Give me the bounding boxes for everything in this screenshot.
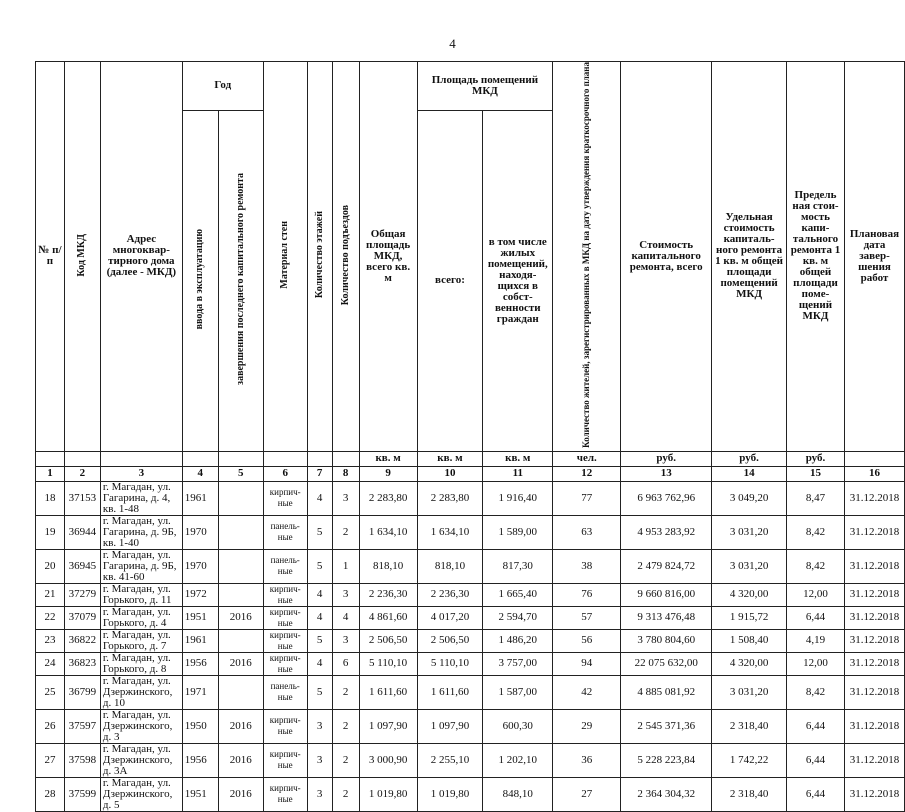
column-number: 9 <box>359 466 417 481</box>
total-area-cell: 818,10 <box>359 549 417 583</box>
floors-cell: 5 <box>307 675 332 709</box>
area-all-cell: 2 283,80 <box>417 481 483 515</box>
year-last-repair-cell: 2016 <box>218 709 263 743</box>
year-commission-cell: 1951 <box>182 606 218 629</box>
planned-date-cell: 31.12.2018 <box>844 606 904 629</box>
floors-cell: 5 <box>307 515 332 549</box>
wall-material-cell: панель-ные <box>263 675 307 709</box>
area-all-cell: 818,10 <box>417 549 483 583</box>
entrances-cell: 3 <box>332 583 359 606</box>
house-code: 37279 <box>64 583 100 606</box>
column-number: 1 <box>36 466 65 481</box>
header-address: Адрес многоквар-тирного дома (далее - МКД) <box>100 62 182 452</box>
residents-cell: 94 <box>553 652 621 675</box>
header-cost: Стоимость капитального ремонта, всего <box>621 62 712 452</box>
residents-cell: 57 <box>553 606 621 629</box>
house-code: 36823 <box>64 652 100 675</box>
wall-material-cell: кирпич-ные <box>263 629 307 652</box>
header-year-last-repair: завершения последнего капитального ремонта <box>218 110 263 451</box>
house-code: 37599 <box>64 777 100 811</box>
house-code: 37079 <box>64 606 100 629</box>
page-number: 4 <box>449 36 456 51</box>
planned-date-cell: 31.12.2018 <box>844 743 904 777</box>
address-cell: г. Магадан, ул. Гагарина, д. 9Б, кв. 41-60 <box>100 549 182 583</box>
header-entrances: Количество подъездов <box>332 62 359 452</box>
header-area-group: Площадь помещений МКД <box>417 62 553 111</box>
entrances-cell: 1 <box>332 549 359 583</box>
planned-date-cell: 31.12.2018 <box>844 709 904 743</box>
total-area-cell: 4 861,60 <box>359 606 417 629</box>
planned-date-cell: 31.12.2018 <box>844 481 904 515</box>
cost-cell: 5 228 223,84 <box>621 743 712 777</box>
row-number: 22 <box>36 606 65 629</box>
entrances-cell: 2 <box>332 777 359 811</box>
year-last-repair-cell <box>218 629 263 652</box>
area-all-cell: 1 634,10 <box>417 515 483 549</box>
year-commission-cell: 1972 <box>182 583 218 606</box>
header-residents: Количество жителей, зарегистрированных в МКД на дату утверждения краткосрочного плана <box>553 62 621 452</box>
total-area-cell: 3 000,90 <box>359 743 417 777</box>
address-cell: г. Магадан, ул. Горького, д. 4 <box>100 606 182 629</box>
table-row <box>36 675 905 709</box>
column-number: 3 <box>100 466 182 481</box>
area-all-cell: 2 506,50 <box>417 629 483 652</box>
unit-cell: чел. <box>553 451 621 466</box>
unit-cost-cell: 4 320,00 <box>712 652 787 675</box>
area-all-cell: 4 017,20 <box>417 606 483 629</box>
entrances-cell: 3 <box>332 629 359 652</box>
column-number: 13 <box>621 466 712 481</box>
entrances-cell: 2 <box>332 515 359 549</box>
residents-cell: 63 <box>553 515 621 549</box>
residents-cell: 27 <box>553 777 621 811</box>
max-cost-cell: 8,42 <box>787 515 845 549</box>
wall-material-cell: кирпич-ные <box>263 743 307 777</box>
year-last-repair-cell <box>218 583 263 606</box>
address-cell: г. Магадан, ул. Дзержинского, д. 3А <box>100 743 182 777</box>
area-all-cell: 1 611,60 <box>417 675 483 709</box>
floors-cell: 4 <box>307 481 332 515</box>
wall-material-cell: кирпич-ные <box>263 777 307 811</box>
house-code: 36944 <box>64 515 100 549</box>
residents-cell: 77 <box>553 481 621 515</box>
row-number: 26 <box>36 709 65 743</box>
max-cost-cell: 12,00 <box>787 652 845 675</box>
max-cost-cell: 8,42 <box>787 675 845 709</box>
cost-cell: 22 075 632,00 <box>621 652 712 675</box>
total-area-cell: 1 019,80 <box>359 777 417 811</box>
wall-material-cell: кирпич-ные <box>263 709 307 743</box>
cost-cell: 3 780 804,60 <box>621 629 712 652</box>
unit-cost-cell: 3 031,20 <box>712 549 787 583</box>
planned-date-cell: 31.12.2018 <box>844 515 904 549</box>
year-commission-cell: 1961 <box>182 629 218 652</box>
column-numbers-row <box>36 466 905 481</box>
row-number: 20 <box>36 549 65 583</box>
unit-cell: кв. м <box>417 451 483 466</box>
cost-cell: 2 479 824,72 <box>621 549 712 583</box>
table-row <box>36 606 905 629</box>
residents-cell: 76 <box>553 583 621 606</box>
table-row <box>36 515 905 549</box>
column-number: 5 <box>218 466 263 481</box>
total-area-cell: 2 506,50 <box>359 629 417 652</box>
area-residential-cell: 1 589,00 <box>483 515 553 549</box>
table-row <box>36 583 905 606</box>
year-commission-cell: 1970 <box>182 549 218 583</box>
header-year-group: Год <box>182 62 263 111</box>
header-area-residential: в том числе жилых помещений, находя-щихся в собст-венности граждан <box>483 110 553 451</box>
year-last-repair-cell <box>218 481 263 515</box>
area-residential-cell: 2 594,70 <box>483 606 553 629</box>
area-all-cell: 1 019,80 <box>417 777 483 811</box>
planned-date-cell: 31.12.2018 <box>844 629 904 652</box>
wall-material-cell: кирпич-ные <box>263 606 307 629</box>
address-cell: г. Магадан, ул. Дзержинского, д. 3 <box>100 709 182 743</box>
header-code: Код МКД <box>64 62 100 452</box>
entrances-cell: 2 <box>332 675 359 709</box>
residents-cell: 42 <box>553 675 621 709</box>
area-residential-cell: 1 486,20 <box>483 629 553 652</box>
table-row <box>36 629 905 652</box>
table-row <box>36 652 905 675</box>
area-residential-cell: 1 665,40 <box>483 583 553 606</box>
repair-plan-table <box>35 61 905 812</box>
header-total-area: Общая площадь МКД, всего кв. м <box>359 62 417 452</box>
column-number: 8 <box>332 466 359 481</box>
unit-cell: кв. м <box>359 451 417 466</box>
column-number: 10 <box>417 466 483 481</box>
area-residential-cell: 817,30 <box>483 549 553 583</box>
floors-cell: 4 <box>307 652 332 675</box>
cost-cell: 6 963 762,96 <box>621 481 712 515</box>
header-wall-material: Материал стен <box>263 62 307 452</box>
total-area-cell: 2 283,80 <box>359 481 417 515</box>
max-cost-cell: 12,00 <box>787 583 845 606</box>
floors-cell: 3 <box>307 709 332 743</box>
area-residential-cell: 3 757,00 <box>483 652 553 675</box>
year-last-repair-cell <box>218 549 263 583</box>
wall-material-cell: панель-ные <box>263 549 307 583</box>
planned-date-cell: 31.12.2018 <box>844 583 904 606</box>
floors-cell: 5 <box>307 549 332 583</box>
header-unit-cost: Удельная стоимость капиталь-ного ремонта 1 кв. м общей площади помещений МКД <box>712 62 787 452</box>
max-cost-cell: 6,44 <box>787 777 845 811</box>
house-code: 36945 <box>64 549 100 583</box>
year-commission-cell: 1961 <box>182 481 218 515</box>
house-code: 37598 <box>64 743 100 777</box>
year-commission-cell: 1970 <box>182 515 218 549</box>
address-cell: г. Магадан, ул. Дзержинского, д. 10 <box>100 675 182 709</box>
unit-cell: руб. <box>712 451 787 466</box>
unit-cell: руб. <box>621 451 712 466</box>
year-last-repair-cell <box>218 515 263 549</box>
row-number: 25 <box>36 675 65 709</box>
cost-cell: 9 660 816,00 <box>621 583 712 606</box>
cost-cell: 9 313 476,48 <box>621 606 712 629</box>
year-last-repair-cell: 2016 <box>218 606 263 629</box>
unit-cost-cell: 1 742,22 <box>712 743 787 777</box>
header-floors: Количество этажей <box>307 62 332 452</box>
residents-cell: 38 <box>553 549 621 583</box>
year-last-repair-cell <box>218 675 263 709</box>
address-cell: г. Магадан, ул. Гагарина, д. 4, кв. 1-48 <box>100 481 182 515</box>
max-cost-cell: 8,42 <box>787 549 845 583</box>
table-row <box>36 709 905 743</box>
year-commission-cell: 1956 <box>182 743 218 777</box>
year-commission-cell: 1950 <box>182 709 218 743</box>
max-cost-cell: 4,19 <box>787 629 845 652</box>
area-all-cell: 2 255,10 <box>417 743 483 777</box>
address-cell: г. Магадан, ул. Горького, д. 7 <box>100 629 182 652</box>
unit-cost-cell: 3 049,20 <box>712 481 787 515</box>
wall-material-cell: панель-ные <box>263 515 307 549</box>
unit-cost-cell: 3 031,20 <box>712 675 787 709</box>
table-row <box>36 743 905 777</box>
total-area-cell: 1 611,60 <box>359 675 417 709</box>
residents-cell: 56 <box>553 629 621 652</box>
area-all-cell: 1 097,90 <box>417 709 483 743</box>
unit-cost-cell: 4 320,00 <box>712 583 787 606</box>
unit-cost-cell: 2 318,40 <box>712 777 787 811</box>
cost-cell: 4 885 081,92 <box>621 675 712 709</box>
wall-material-cell: кирпич-ные <box>263 652 307 675</box>
residents-cell: 29 <box>553 709 621 743</box>
unit-cost-cell: 1 508,40 <box>712 629 787 652</box>
row-number: 27 <box>36 743 65 777</box>
entrances-cell: 4 <box>332 606 359 629</box>
cost-cell: 2 364 304,32 <box>621 777 712 811</box>
address-cell: г. Магадан, ул. Горького, д. 8 <box>100 652 182 675</box>
floors-cell: 4 <box>307 606 332 629</box>
unit-cell: кв. м <box>483 451 553 466</box>
area-all-cell: 2 236,30 <box>417 583 483 606</box>
year-commission-cell: 1956 <box>182 652 218 675</box>
floors-cell: 3 <box>307 777 332 811</box>
row-number: 28 <box>36 777 65 811</box>
year-commission-cell: 1971 <box>182 675 218 709</box>
floors-cell: 4 <box>307 583 332 606</box>
table-row <box>36 481 905 515</box>
year-last-repair-cell: 2016 <box>218 743 263 777</box>
entrances-cell: 3 <box>332 481 359 515</box>
header-year-commission: ввода в эксплуатацию <box>182 110 218 451</box>
area-residential-cell: 1 202,10 <box>483 743 553 777</box>
total-area-cell: 5 110,10 <box>359 652 417 675</box>
address-cell: г. Магадан, ул. Дзержинского, д. 5 <box>100 777 182 811</box>
max-cost-cell: 6,44 <box>787 743 845 777</box>
units-row <box>36 451 905 466</box>
header-planned-date: Плановая дата завер-шения работ <box>844 62 904 452</box>
column-number: 15 <box>787 466 845 481</box>
total-area-cell: 2 236,30 <box>359 583 417 606</box>
year-last-repair-cell: 2016 <box>218 777 263 811</box>
row-number: 21 <box>36 583 65 606</box>
table-row <box>36 549 905 583</box>
row-number: 24 <box>36 652 65 675</box>
column-number: 11 <box>483 466 553 481</box>
total-area-cell: 1 097,90 <box>359 709 417 743</box>
planned-date-cell: 31.12.2018 <box>844 777 904 811</box>
max-cost-cell: 6,44 <box>787 606 845 629</box>
entrances-cell: 6 <box>332 652 359 675</box>
table-row <box>36 777 905 811</box>
column-number: 7 <box>307 466 332 481</box>
house-code: 36822 <box>64 629 100 652</box>
planned-date-cell: 31.12.2018 <box>844 675 904 709</box>
total-area-cell: 1 634,10 <box>359 515 417 549</box>
column-number: 6 <box>263 466 307 481</box>
planned-date-cell: 31.12.2018 <box>844 652 904 675</box>
row-number: 19 <box>36 515 65 549</box>
entrances-cell: 2 <box>332 709 359 743</box>
cost-cell: 2 545 371,36 <box>621 709 712 743</box>
header-area-all: всего: <box>417 110 483 451</box>
unit-cost-cell: 1 915,72 <box>712 606 787 629</box>
wall-material-cell: кирпич-ные <box>263 583 307 606</box>
header-max-cost: Предель ная стои-мость капи-тального ремонта 1 кв. м общей площади поме-щений МКД <box>787 62 845 452</box>
area-residential-cell: 1 916,40 <box>483 481 553 515</box>
row-number: 18 <box>36 481 65 515</box>
column-number: 2 <box>64 466 100 481</box>
area-residential-cell: 1 587,00 <box>483 675 553 709</box>
house-code: 37153 <box>64 481 100 515</box>
year-commission-cell: 1951 <box>182 777 218 811</box>
cost-cell: 4 953 283,92 <box>621 515 712 549</box>
column-number: 4 <box>182 466 218 481</box>
residents-cell: 36 <box>553 743 621 777</box>
unit-cost-cell: 2 318,40 <box>712 709 787 743</box>
floors-cell: 5 <box>307 629 332 652</box>
row-number: 23 <box>36 629 65 652</box>
wall-material-cell: кирпич-ные <box>263 481 307 515</box>
column-number: 14 <box>712 466 787 481</box>
column-number: 16 <box>844 466 904 481</box>
address-cell: г. Магадан, ул. Гагарина, д. 9Б, кв. 1-40 <box>100 515 182 549</box>
house-code: 36799 <box>64 675 100 709</box>
area-residential-cell: 848,10 <box>483 777 553 811</box>
address-cell: г. Магадан, ул. Горького, д. 11 <box>100 583 182 606</box>
area-all-cell: 5 110,10 <box>417 652 483 675</box>
unit-cell: руб. <box>787 451 845 466</box>
column-number: 12 <box>553 466 621 481</box>
floors-cell: 3 <box>307 743 332 777</box>
area-residential-cell: 600,30 <box>483 709 553 743</box>
max-cost-cell: 8,47 <box>787 481 845 515</box>
planned-date-cell: 31.12.2018 <box>844 549 904 583</box>
house-code: 37597 <box>64 709 100 743</box>
max-cost-cell: 6,44 <box>787 709 845 743</box>
year-last-repair-cell: 2016 <box>218 652 263 675</box>
unit-cost-cell: 3 031,20 <box>712 515 787 549</box>
header-num: № п/п <box>36 62 65 452</box>
entrances-cell: 2 <box>332 743 359 777</box>
